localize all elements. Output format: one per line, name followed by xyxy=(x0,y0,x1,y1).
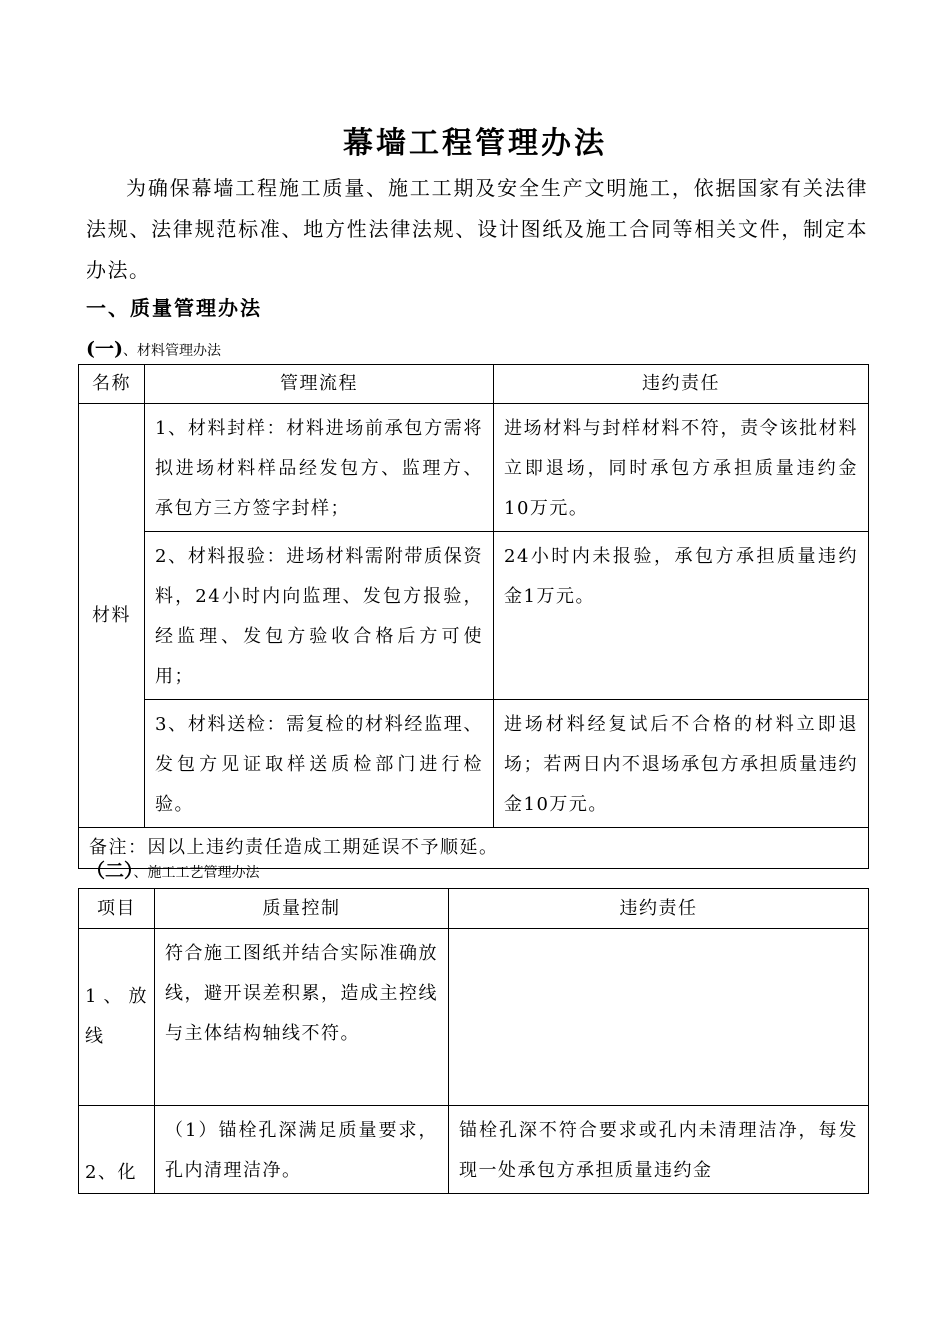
table-row xyxy=(79,929,869,1106)
table-header-row xyxy=(79,365,869,404)
subsection-heading-material xyxy=(86,337,221,363)
intro-paragraph: 为确保幕墙工程施工质量、施工工期及安全生产文明施工，依据国家有关法律法规、法律规范标准、地方性法律法规、设计图纸及施工合同等相关文件，制定本办法。 xyxy=(86,176,868,282)
category-cell: 材料 xyxy=(79,404,145,828)
subsection-number: (一) xyxy=(86,338,123,360)
table-header-row xyxy=(79,889,869,929)
table-row xyxy=(79,404,869,532)
note-cell: 备注：因以上违约责任造成工期延误不予顺延。 xyxy=(79,828,869,869)
document-title: 幕墙工程管理办法 xyxy=(343,126,607,161)
liability-cell: 锚栓孔深不符合要求或孔内未清理洁净，每发现一处承包方承担质量违约金 xyxy=(449,1106,869,1194)
material-management-table xyxy=(78,364,869,869)
header-cell-process: 管理流程 xyxy=(145,365,494,404)
subsection-caption: 、材料管理办法 xyxy=(122,343,221,359)
control-cell: 符合施工图纸并结合实际准确放线，避开误差积累，造成主控线与主体结构轴线不符。 xyxy=(155,929,449,1106)
construction-process-table xyxy=(78,888,869,1194)
header-cell-item: 项目 xyxy=(79,889,155,929)
table-row xyxy=(79,1106,869,1194)
control-cell: （1）锚栓孔深满足质量要求，孔内清理洁净。 xyxy=(155,1106,449,1194)
subsection-caption: 、施工工艺管理办法 xyxy=(133,865,260,881)
header-cell-liability: 违约责任 xyxy=(449,889,869,929)
subsection-heading-construction xyxy=(86,859,260,885)
item-cell: 1、放线 xyxy=(79,929,155,1106)
header-cell-control: 质量控制 xyxy=(155,889,449,929)
section-heading-quality: 一、质量管理办法 xyxy=(86,296,262,320)
liability-cell xyxy=(449,929,869,1106)
process-cell: 1、材料封样：材料进场前承包方需将拟进场材料样品经发包方、监理方、承包方三方签字封样； xyxy=(145,404,494,532)
liability-cell: 进场材料经复试后不合格的材料立即退场；若两日内不退场承包方承担质量违约金10万元。 xyxy=(494,700,869,828)
table-row xyxy=(79,700,869,828)
table-row xyxy=(79,532,869,700)
item-cell: 2、化 xyxy=(79,1106,155,1194)
process-cell: 2、材料报验：进场材料需附带质保资料，24小时内向监理、发包方报验，经监理、发包方验收合格后方可使用； xyxy=(145,532,494,700)
subsection-number: （二） xyxy=(86,860,134,882)
header-cell-liability: 违约责任 xyxy=(494,365,869,404)
liability-cell: 进场材料与封样材料不符，责令该批材料立即退场，同时承包方承担质量违约金10万元。 xyxy=(494,404,869,532)
header-cell-name: 名称 xyxy=(79,365,145,404)
process-cell: 3、材料送检：需复检的材料经监理、发包方见证取样送质检部门进行检验。 xyxy=(145,700,494,828)
liability-cell: 24小时内未报验，承包方承担质量违约金1万元。 xyxy=(494,532,869,700)
